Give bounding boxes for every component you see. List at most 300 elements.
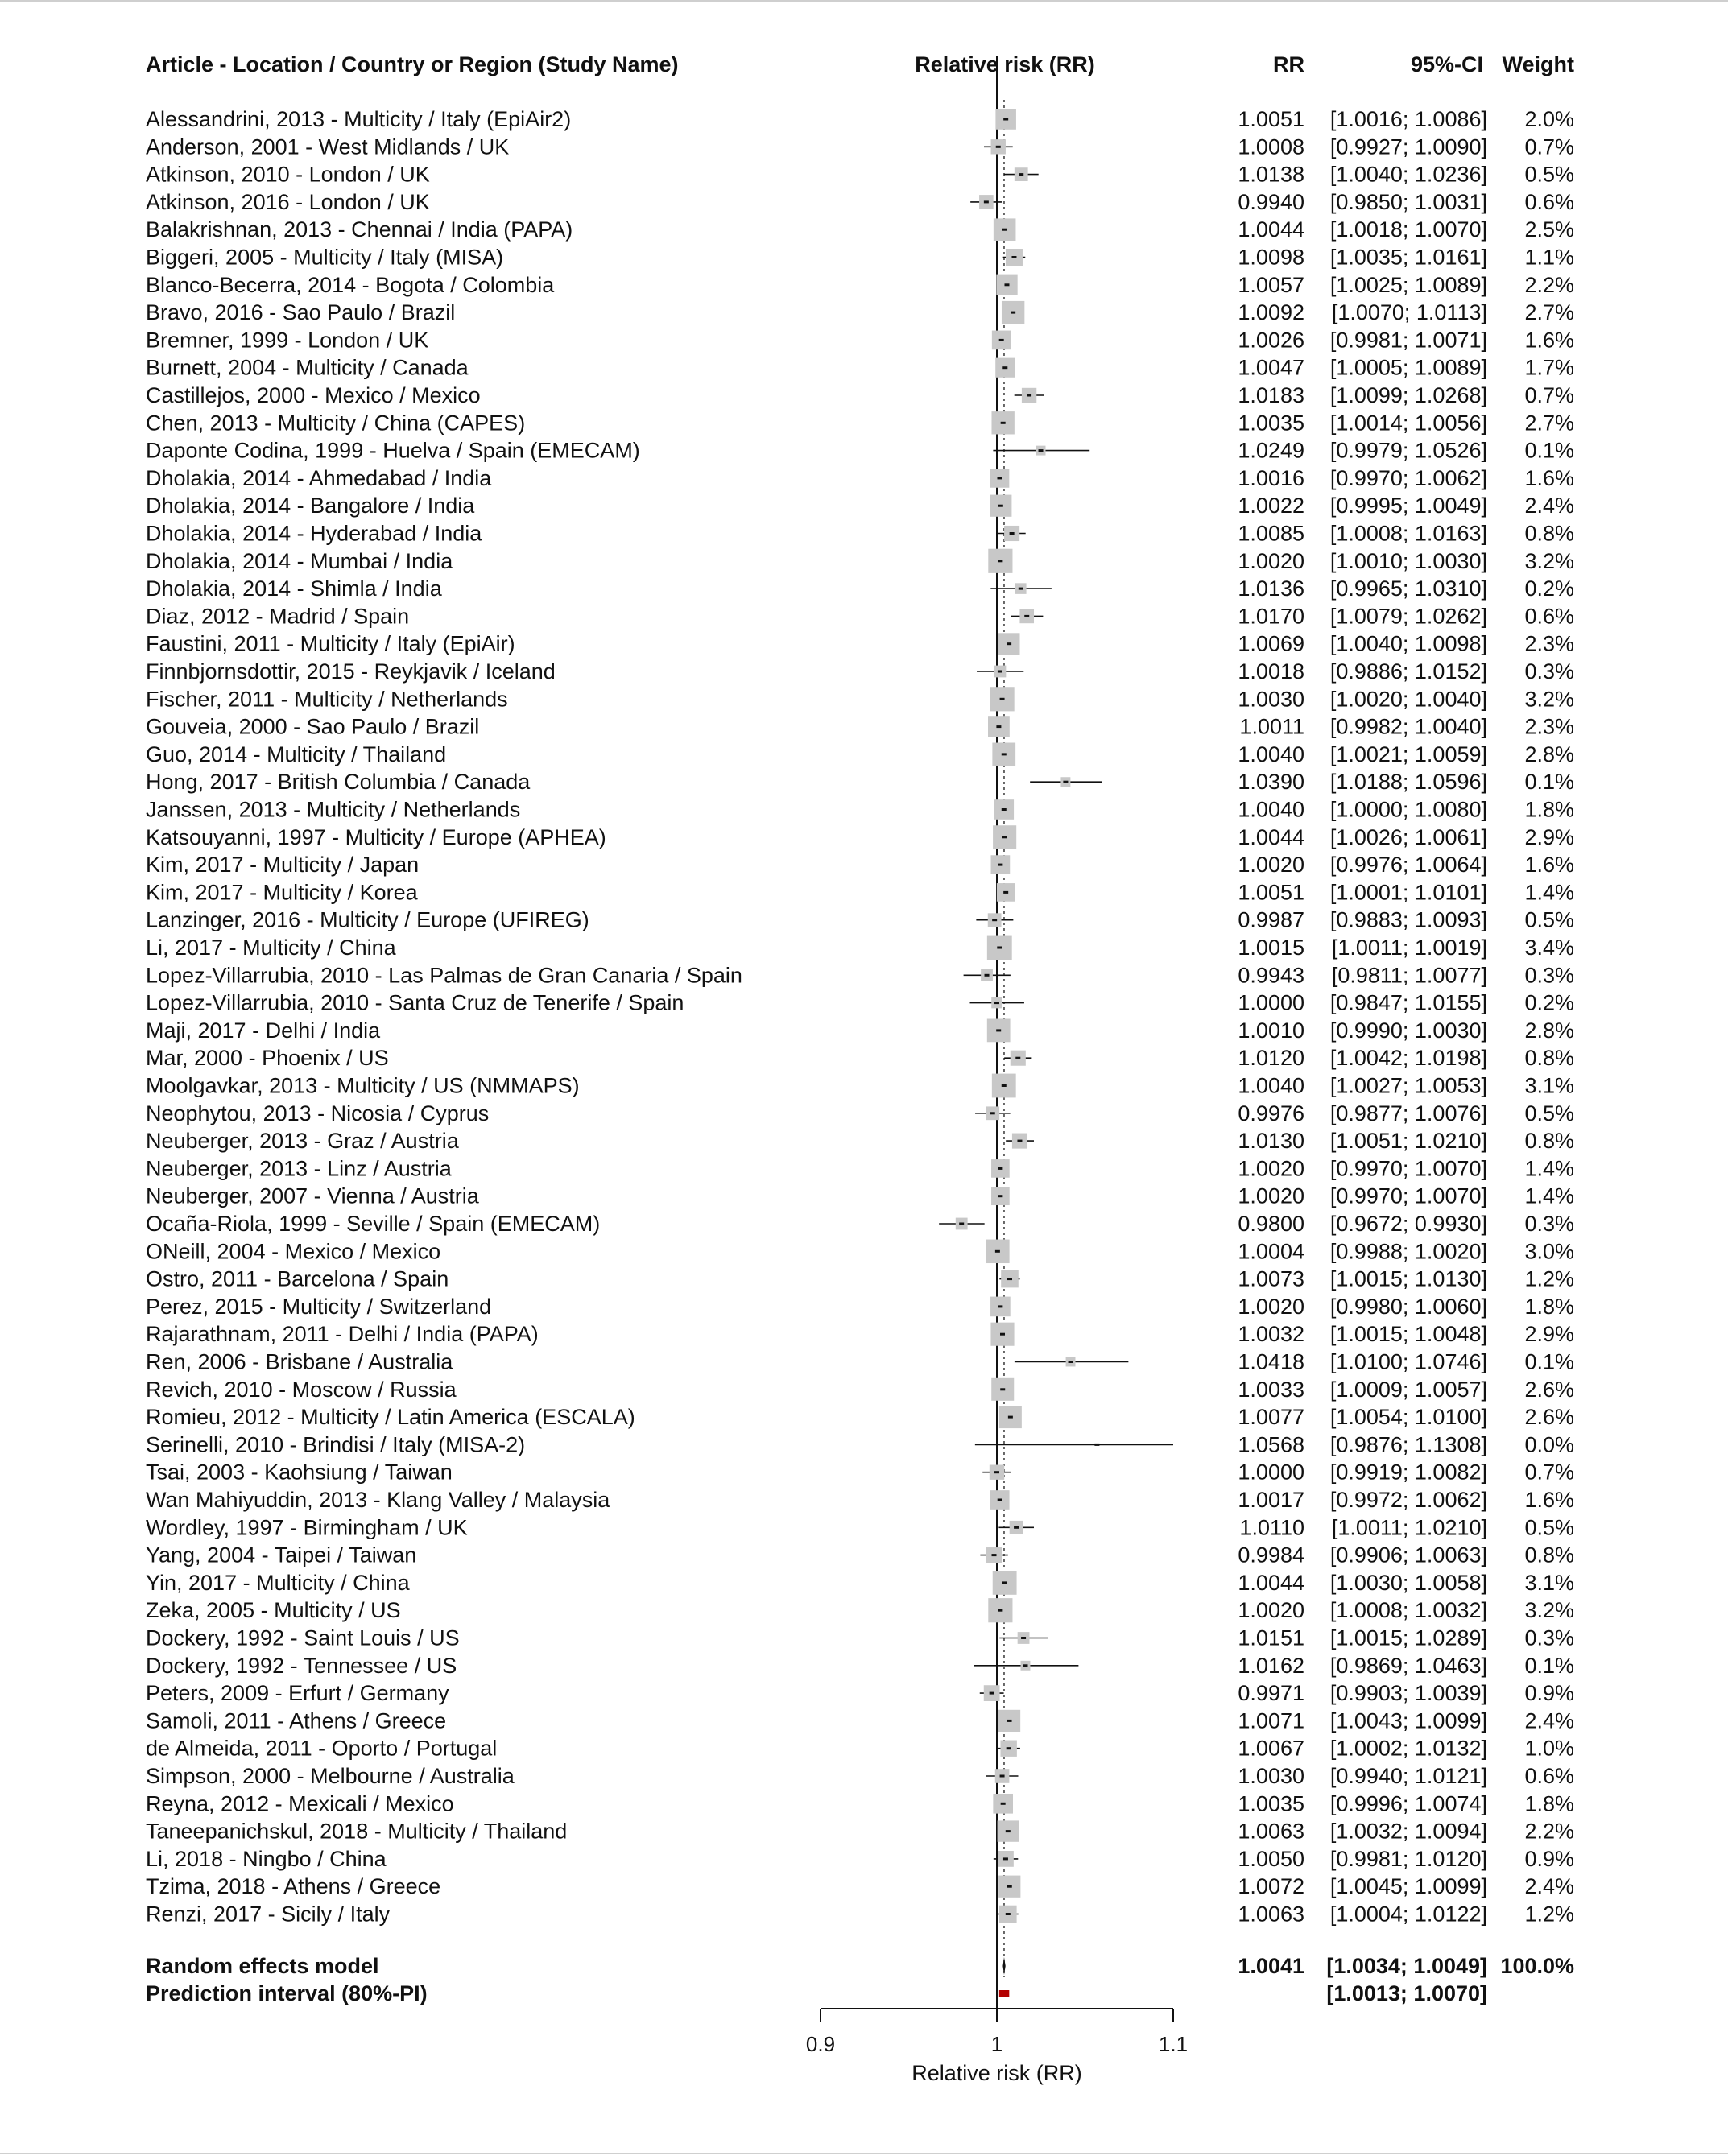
ci-value: [1.0030; 1.0058] — [1329, 1570, 1487, 1595]
ci-value: [0.9672; 0.9930] — [1329, 1212, 1487, 1236]
study-row — [146, 217, 1574, 242]
study-row — [146, 1295, 1574, 1319]
study-label: Lanzinger, 2016 - Multicity / Europe (UFIREG) — [146, 907, 589, 932]
rr-value: 1.0072 — [1238, 1874, 1304, 1899]
study-label: Dholakia, 2014 - Mumbai / India — [146, 548, 453, 573]
study-label: Moolgavkar, 2013 - Multicity / US (NMMAPS) — [146, 1073, 580, 1098]
study-label: Gouveia, 2000 - Sao Paulo / Brazil — [146, 714, 480, 739]
ci-value: [1.0002; 1.0132] — [1329, 1736, 1487, 1761]
study-row — [146, 1874, 1574, 1898]
study-row — [146, 1405, 1574, 1429]
ci-value: [0.9970; 1.0062] — [1329, 465, 1487, 490]
ci-value: [0.9981; 1.0071] — [1329, 328, 1487, 353]
study-row — [146, 770, 1574, 794]
rr-value: 1.0017 — [1238, 1488, 1304, 1512]
rr-value: 1.0110 — [1239, 1515, 1304, 1540]
study-label: Daponte Codina, 1999 - Huelva / Spain (EMECAM) — [146, 438, 640, 463]
study-label: Diaz, 2012 - Madrid / Spain — [146, 604, 410, 629]
study-row — [146, 1212, 1574, 1236]
study-label: Ren, 2006 - Brisbane / Australia — [146, 1349, 453, 1374]
study-label: de Almeida, 2011 - Oporto / Portugal — [146, 1736, 498, 1761]
study-label: Katsouyanni, 1997 - Multicity / Europe (APHEA) — [146, 824, 606, 849]
study-row — [146, 1819, 1574, 1844]
study-rows — [146, 107, 1574, 1927]
study-label: Wan Mahiyuddin, 2013 - Klang Valley / Malaysia — [146, 1488, 610, 1512]
weight-value: 2.9% — [1524, 1322, 1574, 1347]
study-row — [146, 880, 1574, 904]
study-label: Tzima, 2018 - Athens / Greece — [146, 1874, 441, 1899]
x-axis-title: Relative risk (RR) — [912, 2061, 1082, 2085]
rr-value: 1.0063 — [1238, 1819, 1304, 1844]
ci-value: [1.0011; 1.0019] — [1331, 936, 1487, 960]
weight-value: 3.4% — [1524, 936, 1574, 960]
rr-value: 0.9943 — [1238, 963, 1304, 988]
study-row — [146, 991, 1574, 1015]
study-row — [146, 1046, 1574, 1070]
ci-value: [0.9982; 1.0040] — [1329, 714, 1487, 739]
study-row — [146, 522, 1574, 546]
study-row — [146, 1737, 1574, 1761]
weight-value: 1.1% — [1524, 245, 1574, 270]
ci-value: [1.0018; 1.0070] — [1329, 217, 1487, 242]
header-weight: Weight — [1502, 52, 1574, 76]
weight-value: 3.2% — [1524, 1598, 1574, 1623]
study-row — [146, 1074, 1574, 1098]
study-label: Tsai, 2003 - Kaohsiung / Taiwan — [146, 1460, 453, 1485]
rr-value: 1.0077 — [1238, 1405, 1304, 1430]
study-row — [146, 411, 1574, 435]
rr-value: 1.0044 — [1238, 217, 1304, 242]
study-row — [146, 466, 1574, 490]
study-row — [146, 1571, 1574, 1595]
prediction-bar — [999, 1990, 1009, 1997]
study-row — [146, 190, 1574, 214]
rr-value: 1.0073 — [1238, 1266, 1304, 1291]
weight-value: 2.4% — [1524, 494, 1574, 518]
ci-value: [1.0054; 1.0100] — [1329, 1405, 1487, 1430]
weight-value: 0.7% — [1524, 134, 1574, 159]
ci-value: [1.0042; 1.0198] — [1329, 1046, 1487, 1071]
study-row — [146, 576, 1574, 601]
weight-value: 2.8% — [1524, 1018, 1574, 1043]
study-row — [146, 1515, 1574, 1539]
rr-value: 1.0020 — [1238, 1156, 1304, 1181]
study-label: Neuberger, 2013 - Graz / Austria — [146, 1129, 459, 1154]
study-row — [146, 908, 1574, 932]
rr-value: 0.9976 — [1238, 1101, 1304, 1125]
ci-value: [1.0004; 1.0122] — [1329, 1902, 1487, 1927]
study-label: Yang, 2004 - Taipei / Taiwan — [146, 1543, 417, 1567]
rr-value: 1.0000 — [1238, 990, 1304, 1015]
study-row — [146, 1847, 1574, 1871]
study-row — [146, 107, 1574, 131]
rr-value: 1.0044 — [1238, 1570, 1304, 1595]
summary-rows — [146, 1954, 1574, 2005]
study-label: Neuberger, 2013 - Linz / Austria — [146, 1156, 452, 1181]
rr-value: 1.0035 — [1238, 1791, 1304, 1816]
study-label: Neuberger, 2007 - Vienna / Austria — [146, 1183, 479, 1208]
rr-value: 1.0011 — [1239, 714, 1304, 739]
ci-value: [0.9980; 1.0060] — [1329, 1294, 1487, 1319]
rr-value: 1.0033 — [1238, 1377, 1304, 1402]
study-row — [146, 1432, 1574, 1456]
study-row — [146, 1764, 1574, 1788]
study-label: Neophytou, 2013 - Nicosia / Cyprus — [146, 1101, 490, 1125]
rr-value: 1.0050 — [1238, 1846, 1304, 1871]
rr-value: 1.0098 — [1238, 245, 1304, 270]
pooled-diamond — [1002, 1957, 1005, 1975]
weight-value: 0.6% — [1524, 189, 1574, 214]
ci-value: [0.9927; 1.0090] — [1329, 134, 1487, 159]
weight-value: 2.7% — [1524, 300, 1574, 325]
weight-value: 0.6% — [1524, 604, 1574, 629]
weight-value: 1.7% — [1524, 355, 1574, 380]
bottom-border — [0, 2153, 1728, 2154]
x-tick-label: 1 — [990, 2032, 1003, 2056]
weight-value: 2.4% — [1524, 1708, 1574, 1733]
rr-value: 1.0151 — [1238, 1625, 1304, 1650]
ci-value: [1.0027; 1.0053] — [1329, 1073, 1487, 1098]
weight-value: 1.2% — [1524, 1266, 1574, 1291]
weight-value: 2.0% — [1524, 107, 1574, 131]
study-label: Peters, 2009 - Erfurt / Germany — [146, 1681, 449, 1706]
study-label: Yin, 2017 - Multicity / China — [146, 1570, 410, 1595]
weight-value: 0.7% — [1524, 383, 1574, 407]
ci-value: [0.9940; 1.0121] — [1329, 1764, 1487, 1788]
rr-value: 1.0030 — [1238, 687, 1304, 712]
ci-value: [1.0011; 1.0210] — [1331, 1515, 1487, 1540]
weight-value: 0.1% — [1524, 438, 1574, 463]
weight-value: 2.4% — [1524, 1874, 1574, 1899]
study-label: Dholakia, 2014 - Shimla / India — [146, 576, 442, 601]
rr-value: 1.0390 — [1238, 770, 1304, 795]
study-row — [146, 300, 1574, 324]
weight-value: 3.1% — [1524, 1570, 1574, 1595]
ci-value: [1.0015; 1.0048] — [1329, 1322, 1487, 1347]
ci-value: [0.9903; 1.0039] — [1329, 1681, 1487, 1706]
rr-value: 0.9800 — [1238, 1212, 1304, 1236]
study-row — [146, 328, 1574, 352]
rr-value: 1.0016 — [1238, 465, 1304, 490]
weight-value: 0.5% — [1524, 1515, 1574, 1540]
study-label: Li, 2017 - Multicity / China — [146, 936, 396, 960]
study-row — [146, 1184, 1574, 1208]
study-row — [146, 936, 1574, 960]
rr-value: 1.0026 — [1238, 328, 1304, 353]
study-row — [146, 825, 1574, 849]
weight-value: 1.8% — [1524, 797, 1574, 822]
study-label: Rajarathnam, 2011 - Delhi / India (PAPA) — [146, 1322, 539, 1347]
study-label: Zeka, 2005 - Multicity / US — [146, 1598, 401, 1623]
ci-value: [1.0008; 1.0032] — [1329, 1598, 1487, 1623]
x-tick-label: 0.9 — [805, 2032, 836, 2056]
header-ci: 95%-CI — [1410, 52, 1483, 76]
rr-value: 1.0008 — [1238, 134, 1304, 159]
weight-value: 0.9% — [1524, 1846, 1574, 1871]
ci-value: [1.0008; 1.0163] — [1329, 521, 1487, 546]
rr-value: 1.0004 — [1238, 1239, 1304, 1264]
weight-value: 0.6% — [1524, 1764, 1574, 1788]
rr-value: 1.0020 — [1238, 853, 1304, 878]
study-row — [146, 549, 1574, 573]
rr-value: 1.0022 — [1238, 494, 1304, 518]
weight-value: 1.4% — [1524, 1183, 1574, 1208]
study-label: Bremner, 1999 - London / UK — [146, 328, 429, 353]
rr-value: 0.9971 — [1238, 1681, 1304, 1706]
rr-value: 1.0020 — [1238, 1183, 1304, 1208]
ci-value: [1.0015; 1.0289] — [1329, 1625, 1487, 1650]
study-label: Renzi, 2017 - Sicily / Italy — [146, 1902, 391, 1927]
ci-value: [1.0100; 1.0746] — [1329, 1349, 1487, 1374]
rr-value: 1.0085 — [1238, 521, 1304, 546]
study-label: Revich, 2010 - Moscow / Russia — [146, 1377, 457, 1402]
study-row — [146, 1267, 1574, 1291]
ci-value: [0.9877; 1.0076] — [1329, 1101, 1487, 1125]
study-label: Perez, 2015 - Multicity / Switzerland — [146, 1294, 492, 1319]
weight-value: 1.6% — [1524, 328, 1574, 353]
study-label: Faustini, 2011 - Multicity / Italy (EpiAir) — [146, 631, 515, 656]
pooled-label: Random effects model — [146, 1954, 379, 1978]
study-row — [146, 1626, 1574, 1650]
weight-value: 0.0% — [1524, 1432, 1574, 1457]
study-row — [146, 1543, 1574, 1567]
study-label: Lopez-Villarrubia, 2010 - Santa Cruz de Tenerife / Spain — [146, 990, 684, 1015]
weight-value: 0.3% — [1524, 1625, 1574, 1650]
study-label: Dockery, 1992 - Tennessee / US — [146, 1653, 457, 1678]
study-label: Kim, 2017 - Multicity / Japan — [146, 853, 420, 878]
ci-value: [0.9850; 1.0031] — [1329, 189, 1487, 214]
study-row — [146, 1681, 1574, 1705]
study-row — [146, 1322, 1574, 1346]
study-row — [146, 494, 1574, 518]
prediction-ci: [1.0013; 1.0070] — [1326, 1981, 1487, 2005]
header-plot: Relative risk (RR) — [915, 52, 1095, 76]
ci-value: [1.0020; 1.0040] — [1329, 687, 1487, 712]
header-rr: RR — [1273, 52, 1304, 76]
weight-value: 3.2% — [1524, 687, 1574, 712]
study-row — [146, 632, 1574, 656]
study-row — [146, 963, 1574, 987]
study-row — [146, 356, 1574, 380]
rr-value: 1.0183 — [1238, 383, 1304, 407]
ci-value: [0.9970; 1.0070] — [1329, 1183, 1487, 1208]
ci-value: [1.0025; 1.0089] — [1329, 272, 1487, 297]
ci-value: [1.0026; 1.0061] — [1329, 824, 1487, 849]
weight-value: 1.6% — [1524, 465, 1574, 490]
ci-value: [0.9979; 1.0526] — [1329, 438, 1487, 463]
study-label: Dholakia, 2014 - Ahmedabad / India — [146, 465, 492, 490]
rr-value: 1.0249 — [1238, 438, 1304, 463]
prediction-row — [146, 1981, 1487, 2005]
study-label: Castillejos, 2000 - Mexico / Mexico — [146, 383, 481, 407]
study-row — [146, 742, 1574, 766]
study-label: Romieu, 2012 - Multicity / Latin America (ESCALA) — [146, 1405, 635, 1430]
study-label: Atkinson, 2010 - London / UK — [146, 162, 430, 187]
study-row — [146, 1488, 1574, 1512]
ci-value: [1.0010; 1.0030] — [1329, 548, 1487, 573]
study-row — [146, 1018, 1574, 1043]
weight-value: 2.2% — [1524, 1819, 1574, 1844]
study-row — [146, 1239, 1574, 1263]
weight-value: 0.1% — [1524, 770, 1574, 795]
weight-value: 0.8% — [1524, 1129, 1574, 1154]
weight-value: 1.4% — [1524, 1156, 1574, 1181]
weight-value: 0.8% — [1524, 521, 1574, 546]
weight-value: 2.6% — [1524, 1405, 1574, 1430]
study-row — [146, 1156, 1574, 1180]
ci-value: [0.9965; 1.0310] — [1329, 576, 1487, 601]
study-row — [146, 604, 1574, 628]
study-label: Alessandrini, 2013 - Multicity / Italy (EpiAir2) — [146, 107, 572, 131]
weight-value: 0.2% — [1524, 576, 1574, 601]
rr-value: 1.0138 — [1238, 162, 1304, 187]
ci-value: [1.0032; 1.0094] — [1329, 1819, 1487, 1844]
rr-value: 1.0130 — [1238, 1129, 1304, 1154]
ci-value: [0.9990; 1.0030] — [1329, 1018, 1487, 1043]
weight-value: 2.3% — [1524, 714, 1574, 739]
rr-value: 0.9984 — [1238, 1543, 1304, 1567]
rr-value: 1.0020 — [1238, 1598, 1304, 1623]
study-label: Reyna, 2012 - Mexicali / Mexico — [146, 1791, 454, 1816]
rr-value: 1.0057 — [1238, 272, 1304, 297]
weight-value: 0.3% — [1524, 659, 1574, 684]
ci-value: [0.9869; 1.0463] — [1329, 1653, 1487, 1678]
ci-value: [1.0079; 1.0262] — [1329, 604, 1487, 629]
weight-value: 0.8% — [1524, 1046, 1574, 1071]
rr-value: 1.0071 — [1238, 1708, 1304, 1733]
ci-value: [1.0035; 1.0161] — [1329, 245, 1487, 270]
header-study: Article - Location / Country or Region (Study Name) — [146, 52, 679, 76]
weight-value: 0.5% — [1524, 162, 1574, 187]
study-label: Li, 2018 - Ningbo / China — [146, 1846, 387, 1871]
study-label: Dholakia, 2014 - Hyderabad / India — [146, 521, 482, 546]
study-label: Janssen, 2013 - Multicity / Netherlands — [146, 797, 521, 822]
rr-value: 1.0032 — [1238, 1322, 1304, 1347]
weight-value: 1.2% — [1524, 1902, 1574, 1927]
study-label: Samoli, 2011 - Athens / Greece — [146, 1708, 447, 1733]
ci-value: [1.0051; 1.0210] — [1329, 1129, 1487, 1154]
prediction-label: Prediction interval (80%-PI) — [146, 1981, 428, 2005]
ci-value: [1.0043; 1.0099] — [1329, 1708, 1487, 1733]
study-row — [146, 273, 1574, 297]
rr-value: 1.0044 — [1238, 824, 1304, 849]
study-label: Ostro, 2011 - Barcelona / Spain — [146, 1266, 449, 1291]
weight-value: 2.6% — [1524, 1377, 1574, 1402]
study-row — [146, 134, 1574, 159]
weight-value: 3.0% — [1524, 1239, 1574, 1264]
weight-value: 1.8% — [1524, 1791, 1574, 1816]
weight-value: 1.6% — [1524, 1488, 1574, 1512]
study-label: Atkinson, 2016 - London / UK — [146, 189, 430, 214]
ci-value: [1.0040; 1.0236] — [1329, 162, 1487, 187]
rr-value: 1.0000 — [1238, 1460, 1304, 1485]
ci-value: [1.0040; 1.0098] — [1329, 631, 1487, 656]
ci-value: [1.0070; 1.0113] — [1331, 300, 1487, 325]
ci-value: [0.9995; 1.0049] — [1329, 494, 1487, 518]
ci-value: [1.0045; 1.0099] — [1329, 1874, 1487, 1899]
ci-value: [1.0014; 1.0056] — [1329, 411, 1487, 436]
weight-value: 0.8% — [1524, 1543, 1574, 1567]
study-row — [146, 1129, 1574, 1153]
ci-value: [0.9976; 1.0064] — [1329, 853, 1487, 878]
ci-value: [1.0099; 1.0268] — [1329, 383, 1487, 407]
study-label: Lopez-Villarrubia, 2010 - Las Palmas de Gran Canaria / Spain — [146, 963, 742, 988]
study-label: Hong, 2017 - British Columbia / Canada — [146, 770, 531, 795]
study-row — [146, 1101, 1574, 1125]
study-label: Finnbjornsdottir, 2015 - Reykjavik / Iceland — [146, 659, 556, 684]
weight-value: 0.3% — [1524, 1212, 1574, 1236]
rr-value: 1.0035 — [1238, 411, 1304, 436]
study-row — [146, 1598, 1574, 1622]
weight-value: 1.6% — [1524, 853, 1574, 878]
rr-value: 1.0010 — [1238, 1018, 1304, 1043]
ci-value: [0.9906; 1.0063] — [1329, 1543, 1487, 1567]
rr-value: 1.0047 — [1238, 355, 1304, 380]
ci-value: [0.9996; 1.0074] — [1329, 1791, 1487, 1816]
rr-value: 1.0120 — [1238, 1046, 1304, 1071]
ci-value: [1.0188; 1.0596] — [1329, 770, 1487, 795]
ci-value: [0.9981; 1.0120] — [1329, 1846, 1487, 1871]
weight-value: 2.8% — [1524, 741, 1574, 766]
weight-value: 1.8% — [1524, 1294, 1574, 1319]
study-label: Guo, 2014 - Multicity / Thailand — [146, 741, 447, 766]
weight-value: 0.1% — [1524, 1349, 1574, 1374]
pooled-ci: [1.0034; 1.0049] — [1326, 1954, 1487, 1978]
rr-value: 0.9940 — [1238, 189, 1304, 214]
weight-value: 0.2% — [1524, 990, 1574, 1015]
weight-value: 2.5% — [1524, 217, 1574, 242]
ci-value: [0.9919; 1.0082] — [1329, 1460, 1487, 1485]
ci-value: [0.9811; 1.0077] — [1331, 963, 1487, 988]
ci-value: [1.0021; 1.0059] — [1329, 741, 1487, 766]
ci-value: [0.9886; 1.0152] — [1329, 659, 1487, 684]
study-label: ONeill, 2004 - Mexico / Mexico — [146, 1239, 441, 1264]
weight-value: 0.5% — [1524, 1101, 1574, 1125]
study-label: Dholakia, 2014 - Bangalore / India — [146, 494, 475, 518]
study-row — [146, 439, 1574, 463]
rr-value: 1.0051 — [1238, 107, 1304, 131]
weight-value: 2.3% — [1524, 631, 1574, 656]
weight-value: 0.9% — [1524, 1681, 1574, 1706]
study-label: Kim, 2017 - Multicity / Korea — [146, 880, 418, 905]
study-label: Mar, 2000 - Phoenix / US — [146, 1046, 389, 1071]
weight-value: 0.5% — [1524, 907, 1574, 932]
study-label: Wordley, 1997 - Birmingham / UK — [146, 1515, 468, 1540]
study-row — [146, 1902, 1574, 1927]
study-label: Dockery, 1992 - Saint Louis / US — [146, 1625, 460, 1650]
rr-value: 1.0040 — [1238, 1073, 1304, 1098]
ci-value: [0.9876; 1.1308] — [1329, 1432, 1487, 1457]
study-label: Burnett, 2004 - Multicity / Canada — [146, 355, 469, 380]
x-axis — [806, 2009, 1188, 2085]
rr-value: 1.0170 — [1238, 604, 1304, 629]
study-row — [146, 1791, 1574, 1815]
ci-value: [1.0016; 1.0086] — [1329, 107, 1487, 131]
pooled-weight: 100.0% — [1500, 1954, 1574, 1978]
rr-value: 1.0162 — [1238, 1653, 1304, 1678]
rr-value: 1.0015 — [1238, 936, 1304, 960]
ci-value: [0.9883; 1.0093] — [1329, 907, 1487, 932]
study-row — [146, 383, 1574, 407]
weight-value: 3.2% — [1524, 548, 1574, 573]
study-label: Simpson, 2000 - Melbourne / Australia — [146, 1764, 515, 1788]
study-row — [146, 1708, 1574, 1733]
study-label: Anderson, 2001 - West Midlands / UK — [146, 134, 510, 159]
study-label: Maji, 2017 - Delhi / India — [146, 1018, 381, 1043]
rr-value: 1.0051 — [1238, 880, 1304, 905]
study-row — [146, 687, 1574, 711]
rr-value: 1.0020 — [1238, 1294, 1304, 1319]
